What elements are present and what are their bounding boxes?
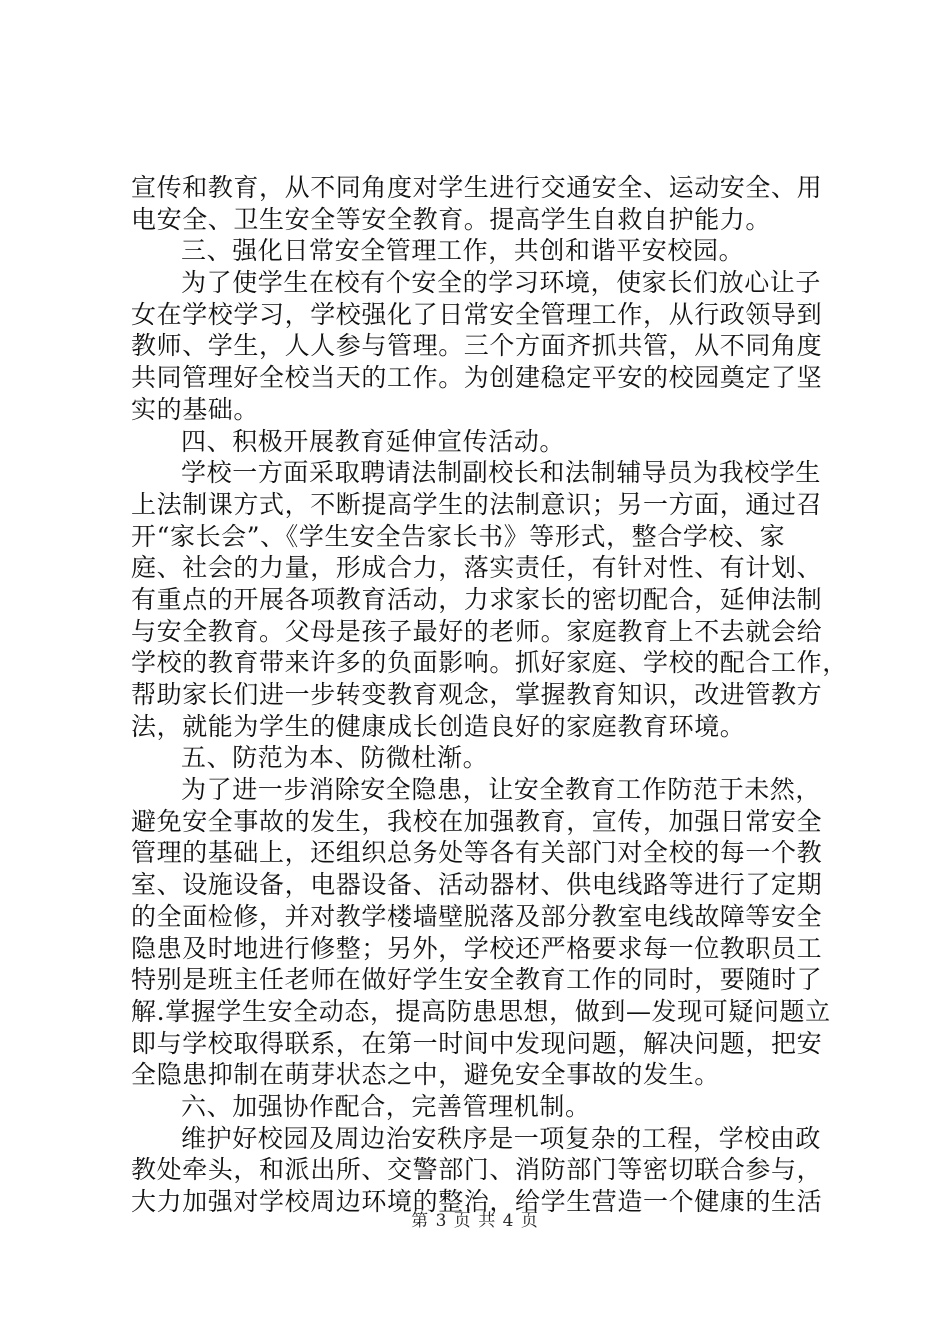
- paragraph-line: 实的基础。: [131, 394, 260, 424]
- document-body: [131, 172, 848, 1218]
- paragraph-first-line: 三、强化日常安全管理工作，共创和谐平安校园。: [181, 236, 745, 266]
- paragraph-line: 教处牵头，和派出所、交警部门、消防部门等密切联合参与，: [131, 1155, 823, 1185]
- paragraph-line: 的全面检修，并对教学楼墙壁脱落及部分教室电线故障等安全: [131, 901, 823, 931]
- paragraph-first-line: 学校一方面采取聘请法制副校长和法制辅导员为我校学生: [181, 458, 822, 488]
- paragraph-first-line: 六、加强协作配合，完善管理机制。: [181, 1091, 591, 1121]
- paragraph-line: 隐患及时地进行修整；另外，学校还严格要求每一位教职员工: [131, 933, 823, 963]
- paragraph-line: 上法制课方式，不断提高学生的法制意识；另一方面，通过召: [131, 489, 823, 519]
- paragraph-line: 全隐患抑制在萌芽状态之中，避免安全事故的发生。: [131, 1060, 720, 1090]
- paragraph-first-line: 维护好校园及周边治安秩序是一项复杂的工程，学校由政: [181, 1123, 822, 1153]
- paragraph-line: 宣传和教育，从不同角度对学生进行交通安全、运动安全、用: [131, 173, 823, 202]
- paragraph-line: 教师、学生，人人参与管理。三个方面齐抓共管，从不同角度: [131, 331, 823, 361]
- paragraph-line: 庭、社会的力量，形成合力，落实责任，有针对性、有计划、: [131, 553, 823, 583]
- paragraph-line: 大力加强对学校周边环境的整治，给学生营造一个健康的生活: [131, 1187, 823, 1216]
- paragraph-line: 解.掌握学生安全动态，提高防患思想，做到—发现可疑问题立: [131, 996, 831, 1026]
- paragraph-line: 开“家长会”、《学生安全告家长书》等形式，整合学校、家: [131, 521, 786, 551]
- paragraph-line: 与安全教育。父母是孩子最好的老师。家庭教育上不去就会给: [131, 616, 823, 646]
- paragraph-first-line: 为了进一步消除安全隐患，让安全教育工作防范于未然，: [181, 775, 822, 805]
- paragraph-line: 帮助家长们进一步转变教育观念，掌握教育知识，改进管教方: [131, 680, 823, 709]
- paragraph-line: 法，就能为学生的健康成长创造良好的家庭教育环境。: [131, 711, 746, 741]
- paragraph-line: 有重点的开展各项教育活动，力求家长的密切配合，延伸法制: [131, 584, 823, 614]
- paragraph-first-line: 五、防范为本、防微杜渐。: [181, 743, 489, 773]
- paragraph-line: 学校的教育带来许多的负面影响。抓好家庭、学校的配合工作，: [131, 648, 848, 678]
- paragraph-line: 女在学校学习，学校强化了日常安全管理工作，从行政领导到: [131, 299, 823, 329]
- paragraph-first-line: 为了使学生在校有个安全的学习环境，使家长们放心让子: [181, 268, 822, 298]
- paragraph-line: 管理的基础上，还组织总务处等各有关部门对全校的每一个教: [131, 838, 823, 868]
- paragraph-first-line: 四、积极开展教育延伸宣传活动。: [181, 426, 566, 456]
- paragraph-line: 室、设施设备，电器设备、活动器材、供电线路等进行了定期: [131, 870, 823, 900]
- paragraph-line: 电安全、卫生安全等安全教育。提高学生自救自护能力。: [131, 204, 772, 234]
- page-footer: 第 3 页 共 4 页: [411, 1211, 539, 1231]
- paragraph-line: 特别是班主任老师在做好学生安全教育工作的同时，要随时了: [131, 965, 823, 995]
- paragraph-line: 即与学校取得联系，在第一时间中发现问题，解决问题，把安: [131, 1028, 823, 1058]
- paragraph-line: 共同管理好全校当天的工作。为创建稳定平安的校园奠定了坚: [131, 363, 823, 393]
- paragraph-line: 避免安全事故的发生，我校在加强教育，宣传，加强日常安全: [131, 806, 823, 836]
